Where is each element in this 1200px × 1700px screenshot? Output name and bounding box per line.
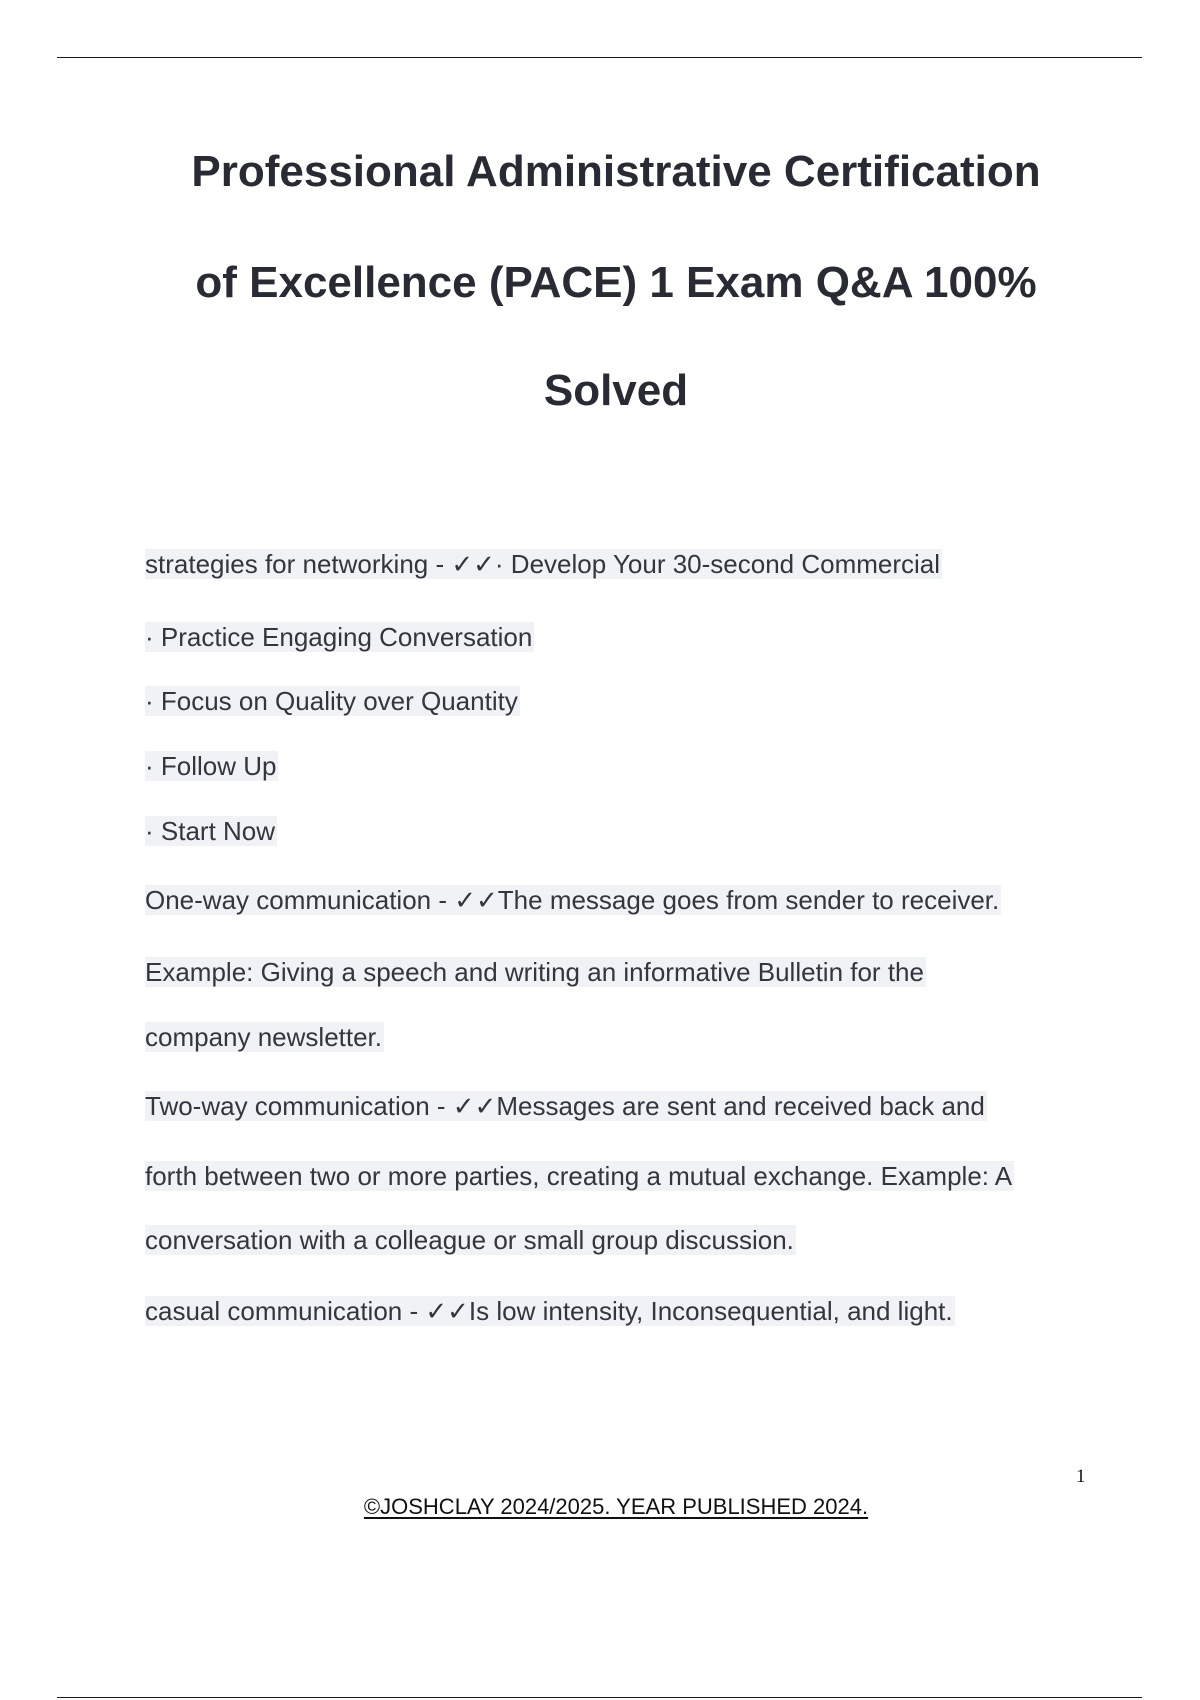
two-way-continuation-line: forth between two or more parties, creating a mutual exchange. Example: A [145,1161,1013,1191]
bullet-start-now: · Start Now [145,816,276,846]
bottom-rule [57,1697,1142,1698]
document-title-line-2: of Excellence (PACE) 1 Exam Q&A 100% [195,258,1037,307]
one-way-example-continuation: company newsletter. [145,1022,383,1052]
document-title-line-3: Solved [543,366,689,415]
top-rule [57,57,1142,58]
document-title-line-1: Professional Administrative Certification [191,147,1041,196]
two-way-example-line: conversation with a colleague or small group discussion. [145,1225,794,1255]
bullet-follow-up: · Follow Up [145,751,277,781]
one-way-communication-line: One-way communication - ✓✓The message goes from sender to receiver. [145,885,1000,915]
one-way-example-line: Example: Giving a speech and writing an informative Bulletin for the [145,957,924,987]
bullet-quality-over-quantity: · Focus on Quality over Quantity [145,686,518,716]
networking-strategies-line: strategies for networking - ✓✓· Develop Your 30-second Commercial [145,549,941,579]
casual-communication-line: casual communication - ✓✓Is low intensity, Inconsequential, and light. [145,1296,953,1326]
two-way-communication-line: Two-way communication - ✓✓Messages are sent and received back and [145,1091,985,1121]
bullet-practice-conversation: · Practice Engaging Conversation [145,622,533,652]
copyright-footer: ©JOSHCLAY 2024/2025. YEAR PUBLISHED 2024. [363,1494,869,1519]
page-number: 1 [1076,1466,1086,1487]
